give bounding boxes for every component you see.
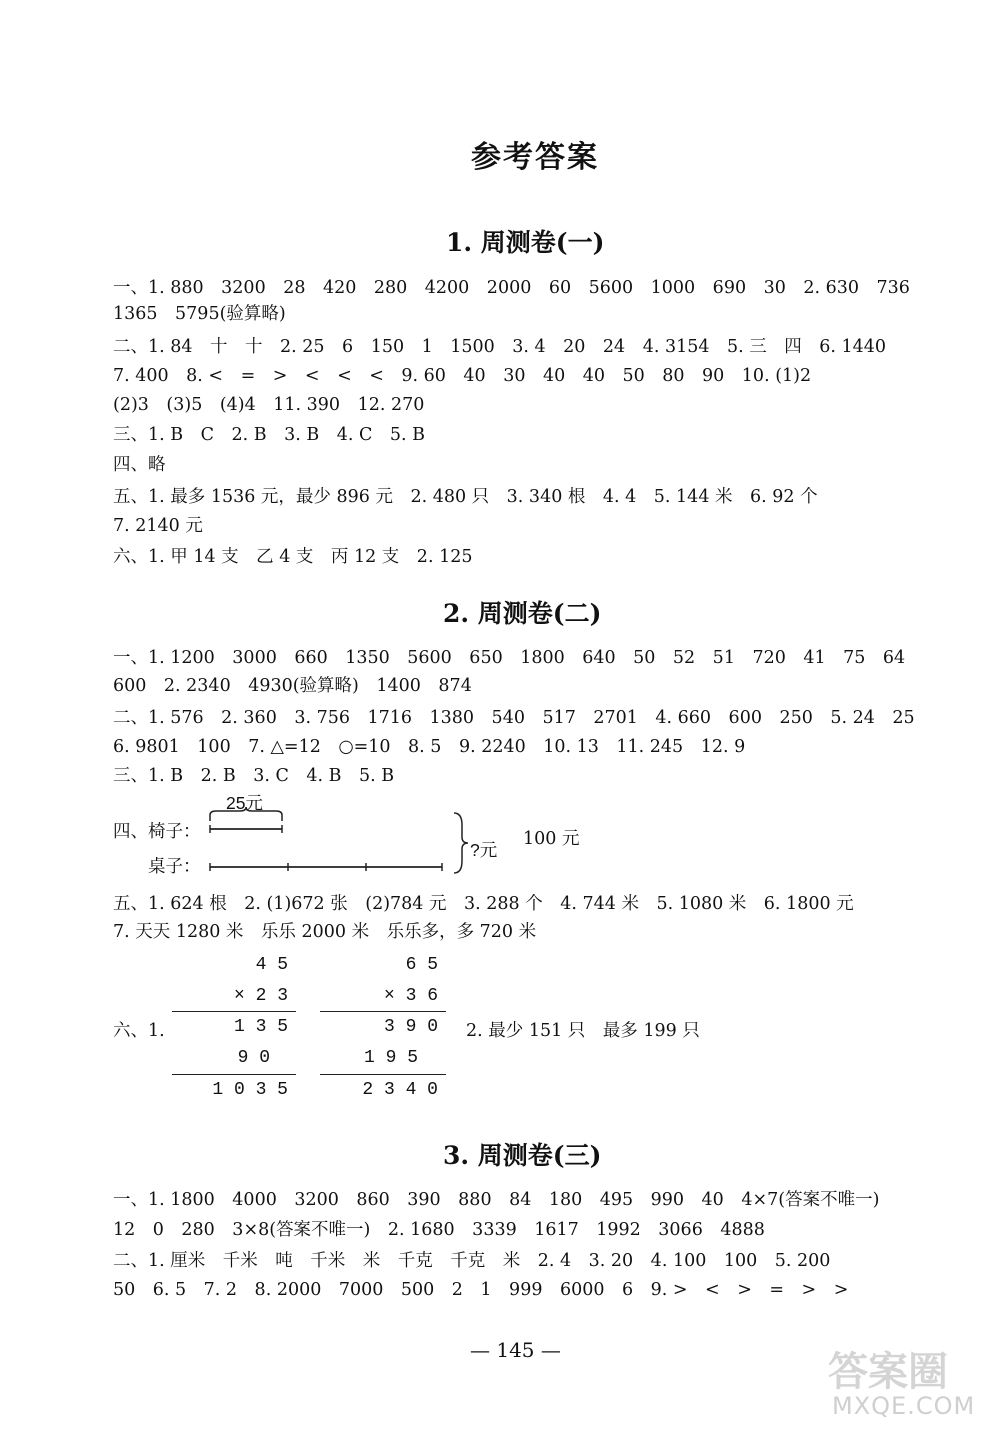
- q6-tail: 2. 最少 151 只 最多 199 只: [466, 1021, 700, 1041]
- chair-label: 椅子：: [148, 822, 201, 842]
- q6-label: 六、1.: [113, 1021, 165, 1041]
- brace-label: 25元: [226, 793, 263, 813]
- answer-line: 四、略: [113, 455, 166, 475]
- answer-line: (2)3 (3)5 (4)4 11. 390 12. 270: [113, 395, 425, 415]
- answer-line: 六、1. 甲 14 支 乙 4 支 丙 12 支 2. 125: [113, 547, 473, 567]
- diagram-prefix: 四、: [113, 822, 148, 842]
- section-heading-3: 3. 周测卷(三): [443, 1141, 602, 1170]
- answer-line: 12 0 280 3×8(答案不唯一) 2. 1680 3339 1617 1992 3066 4888: [113, 1220, 765, 1240]
- answer-line: 二、1. 厘米 千米 吨 千米 米 千克 千克 米 2. 4 3. 20 4. 100 100 5. 200: [113, 1251, 831, 1271]
- page-number: — 145 —: [470, 1338, 561, 1362]
- answer-line: 五、1. 624 根 2. (1)672 张 (2)784 元 3. 288 个 4. 744 米 5. 1080 米 6. 1800 元: [113, 894, 854, 914]
- answer-line: 6. 9801 100 7. △=12 ○=10 8. 5 9. 2240 10. 13 11. 245 12. 9: [113, 737, 746, 757]
- answer-line: 二、1. 84 十 十 2. 25 6 150 1 1500 3. 4 20 24 4. 3154 5. 三 四 6. 1440: [113, 337, 887, 357]
- answer-line: 7. 2140 元: [113, 516, 203, 536]
- answer-line: 50 6. 5 7. 2 8. 2000 7000 500 2 1 999 6000 6 9. > < > = > >: [113, 1280, 849, 1300]
- page-title: 参考答案: [471, 140, 599, 175]
- brace-mark: [210, 807, 282, 821]
- right-brace: [454, 813, 468, 873]
- answer-line: 600 2. 2340 4930(验算略) 1400 874: [113, 676, 472, 696]
- answer-line: 一、1. 1200 3000 660 1350 5600 650 1800 640 50 52 51 720 41 75 64: [113, 648, 906, 668]
- watermark-url: MXQE.COM: [832, 1392, 976, 1420]
- desk-label: 桌子：: [148, 857, 201, 877]
- section-heading-2: 2. 周测卷(二): [443, 599, 602, 628]
- answer-line: 1365 5795(验算略): [113, 304, 286, 324]
- answer-line: 一、1. 880 3200 28 420 280 4200 2000 60 5600 1000 690 30 2. 630 736: [113, 278, 910, 298]
- watermark-logo: 答案圈: [828, 1349, 948, 1395]
- answer-line: 7. 400 8. < = > < < < 9. 60 40 30 40 40 50 80 90 10. (1)2: [113, 366, 812, 386]
- answer-line: 7. 天天 1280 米 乐乐 2000 米 乐乐多，多 720 米: [113, 922, 537, 942]
- answer-line: 三、1. B C 2. B 3. B 4. C 5. B: [113, 425, 426, 445]
- answer-line: 三、1. B 2. B 3. C 4. B 5. B: [113, 766, 395, 786]
- answer-line: 一、1. 1800 4000 3200 860 390 880 84 180 495 990 40 4×7(答案不唯一): [113, 1190, 880, 1210]
- answer-line: 五、1. 最多 1536 元，最少 896 元 2. 480 只 3. 340 根 4. 4 5. 144 米 6. 92 个: [113, 487, 818, 507]
- total-label: 100 元: [523, 829, 580, 849]
- question-label: ?元: [470, 840, 498, 860]
- answer-line: 二、1. 576 2. 360 3. 756 1716 1380 540 517 2701 4. 660 600 250 5. 24 25: [113, 708, 915, 728]
- segment-lines: [200, 805, 490, 875]
- section-heading-1: 1. 周测卷(一): [446, 228, 605, 257]
